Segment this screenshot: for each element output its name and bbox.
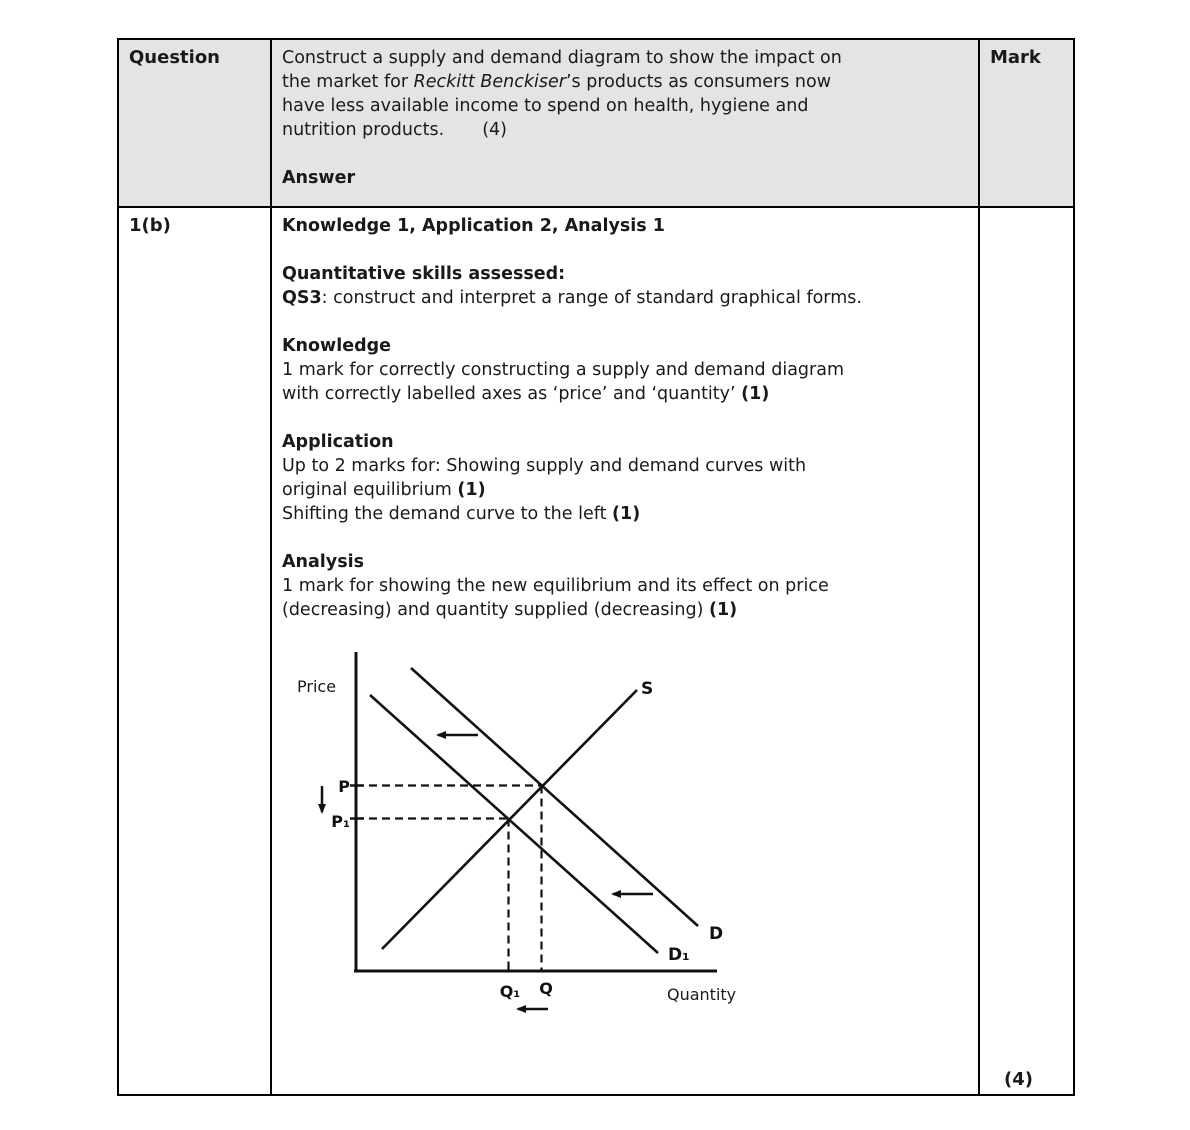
question-number: 1(b)	[119, 208, 272, 1094]
demand-curve	[411, 668, 698, 926]
application-mark-point-1: (1)	[457, 480, 486, 500]
diagram-svg	[290, 647, 760, 1025]
knowledge-line2: with correctly labelled axes as ‘price’ and ‘quantity’ (1)	[282, 384, 770, 404]
answer-label: Answer	[282, 168, 356, 188]
question-column-header: Question	[119, 40, 272, 206]
total-mark-cell	[980, 208, 1072, 1094]
demand-shifted-curve-label: D₁	[668, 945, 690, 965]
analysis-line2: (decreasing) and quantity supplied (decreasing) (1)	[282, 600, 738, 620]
knowledge-mark-point: (1)	[741, 384, 770, 404]
demand-curve-shifted	[370, 695, 658, 953]
quant-skills-text: QS3: construct and interpret a range of standard graphical forms.	[282, 288, 862, 308]
supply-demand-diagram	[290, 647, 968, 1032]
question-cell	[272, 40, 980, 206]
price-axis-label: Price	[297, 677, 337, 696]
application-line1: Up to 2 marks for: Showing supply and demand curves with	[282, 456, 807, 476]
company-name-italic: Reckitt Benckiser	[413, 72, 566, 92]
application-heading: Application	[282, 432, 394, 452]
total-mark-value: (4)	[1004, 1069, 1033, 1090]
price-initial-label: P	[338, 777, 350, 796]
answer-row	[119, 208, 1073, 1094]
analysis-heading: Analysis	[282, 552, 365, 572]
analysis-mark-point: (1)	[708, 600, 738, 620]
application-line2: original equilibrium (1)	[282, 480, 486, 500]
question-marks-available: (4)	[482, 120, 507, 140]
mark-column-header: Mark	[990, 47, 1041, 68]
supply-curve-label: S	[641, 679, 654, 699]
knowledge-line1: 1 mark for correctly constructing a supply and demand diagram	[282, 360, 844, 380]
table-header-row	[119, 40, 1073, 208]
mark-scheme-table	[117, 38, 1075, 1096]
application-line3: Shifting the demand curve to the left (1)	[282, 504, 641, 524]
question-text-line3: have less available income to spend on health, hygiene and	[282, 96, 809, 116]
quant-skills-heading: Quantitative skills assessed:	[282, 264, 566, 284]
analysis-line1: 1 mark for showing the new equilibrium and its effect on price	[282, 576, 829, 596]
marks-summary: Knowledge 1, Application 2, Analysis 1	[282, 216, 665, 236]
price-new-label: P₁	[331, 812, 350, 831]
question-text-line4: nutrition products. (4)	[282, 120, 507, 140]
mark-scheme-cell	[272, 208, 980, 1094]
question-text-line1: Construct a supply and demand diagram to show the impact on	[282, 48, 842, 68]
demand-curve-label: D	[709, 924, 724, 944]
quantity-axis-label: Quantity	[667, 985, 737, 1004]
question-text-line2: the market for Reckitt Benckiser’s products as consumers now	[282, 72, 832, 92]
knowledge-heading: Knowledge	[282, 336, 391, 356]
application-mark-point-2: (1)	[612, 504, 641, 524]
qs-code: QS3	[282, 288, 322, 308]
quantity-new-label: Q₁	[499, 982, 521, 1001]
quantity-initial-label: Q	[539, 979, 553, 998]
